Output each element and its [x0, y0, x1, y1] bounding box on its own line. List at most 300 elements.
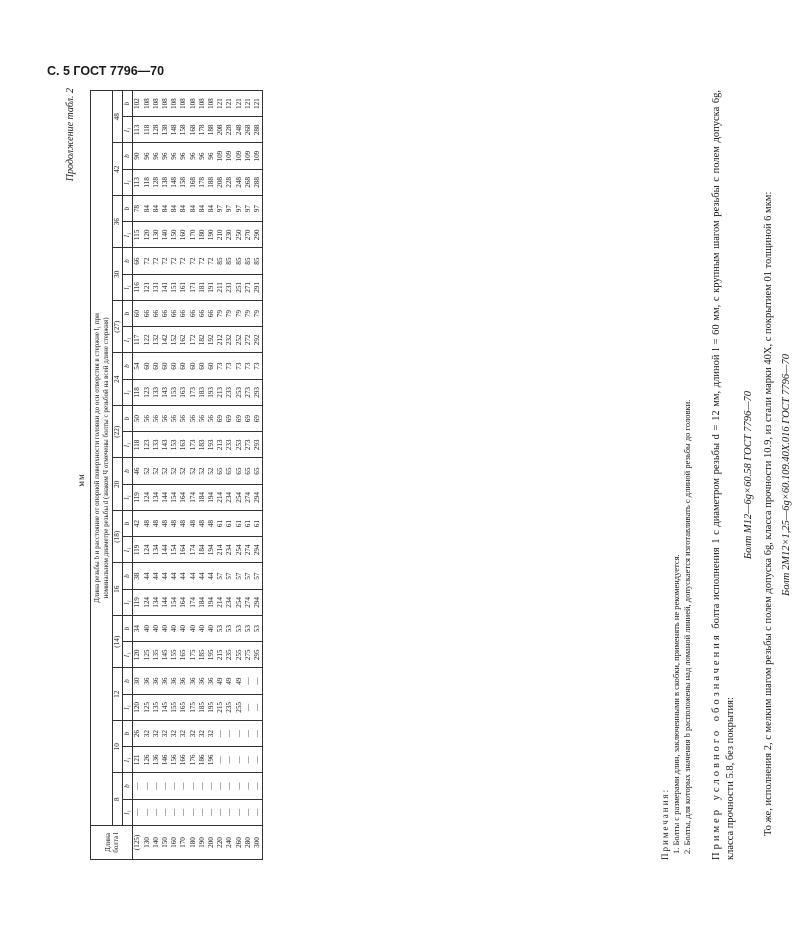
table-cell: 79	[235, 301, 244, 327]
table-cell: 60	[179, 353, 188, 379]
table-cell: —	[133, 799, 143, 825]
table-cell: 188	[207, 169, 216, 195]
table-cell: 148	[170, 117, 179, 143]
table-cell: 121	[253, 91, 263, 117]
table-cell: 56	[189, 406, 198, 432]
table-cell: 150	[170, 222, 179, 248]
table-cell: —	[225, 799, 234, 825]
table-cell: 32	[152, 721, 161, 747]
subheader-b: b	[123, 773, 133, 799]
table-cell: 84	[207, 196, 216, 222]
table-cell: 85	[244, 248, 253, 274]
table-cell: 52	[161, 458, 170, 484]
table-row	[161, 91, 170, 860]
table-cell: 72	[198, 248, 207, 274]
length-column-header: Длина болта l	[91, 826, 133, 860]
table-cell: 230	[225, 222, 234, 248]
table-cell: 121	[133, 747, 143, 773]
table-cell: 73	[244, 353, 253, 379]
table-cell: 69	[235, 406, 244, 432]
table-cell: 61	[216, 511, 225, 537]
table-cell: 210	[216, 222, 225, 248]
table-cell: 73	[253, 353, 263, 379]
subheader-l1: l₁	[123, 117, 133, 143]
table-cell: 144	[161, 484, 170, 510]
table-cell: 155	[170, 694, 179, 720]
table-cell: 142	[161, 327, 170, 353]
length-cell: 280	[244, 826, 253, 860]
table-cell: 124	[143, 589, 152, 615]
table-cell: —	[235, 721, 244, 747]
table-cell: 158	[179, 169, 188, 195]
subheader-row	[123, 91, 133, 860]
table-cell: 140	[161, 222, 170, 248]
table-cell: 215	[216, 642, 225, 668]
table-cell: —	[198, 799, 207, 825]
example-paragraph-1	[710, 90, 738, 860]
table-cell: 60	[170, 353, 179, 379]
table-cell: 84	[143, 196, 152, 222]
table-cell: 69	[225, 406, 234, 432]
table-cell: 36	[189, 668, 198, 694]
table-cell: 234	[225, 537, 234, 563]
table-cell: 194	[207, 589, 216, 615]
table-row	[235, 91, 244, 860]
table-cell: 188	[207, 117, 216, 143]
table-cell: 144	[161, 589, 170, 615]
table-cell: 44	[170, 563, 179, 589]
table-cell: 120	[133, 642, 143, 668]
table-cell: 79	[244, 301, 253, 327]
table-cell: 65	[253, 458, 263, 484]
table-cell: 44	[152, 563, 161, 589]
table-cell: 97	[235, 196, 244, 222]
table-cell: 123	[143, 379, 152, 405]
diameter-header: (18)	[113, 511, 123, 564]
table-cell: —	[225, 773, 234, 799]
subheader-b: b	[123, 143, 133, 169]
table-cell: 48	[207, 511, 216, 537]
table-cell: 73	[235, 353, 244, 379]
table-cell: 26	[133, 721, 143, 747]
table-cell: 132	[152, 327, 161, 353]
table-cell: —	[225, 721, 234, 747]
table-row	[189, 91, 198, 860]
table-cell: 48	[161, 511, 170, 537]
table-cell: 193	[207, 379, 216, 405]
table-cell: 143	[161, 432, 170, 458]
table-cell: 72	[161, 248, 170, 274]
table-cell: 268	[244, 117, 253, 143]
table-cell: 121	[143, 274, 152, 300]
table-cell: 108	[170, 91, 179, 117]
table-cell: 174	[189, 589, 198, 615]
table-cell: 144	[161, 537, 170, 563]
table-cell: 143	[161, 379, 170, 405]
table-row	[244, 91, 253, 860]
table-cell: 56	[198, 406, 207, 432]
table-cell: 118	[133, 379, 143, 405]
table-cell: 120	[133, 694, 143, 720]
table-cell: —	[253, 799, 263, 825]
subheader-b: b	[123, 616, 133, 642]
table-cell: 60	[143, 353, 152, 379]
table-cell: 228	[225, 169, 234, 195]
table-cell: 38	[133, 563, 143, 589]
table-cell: —	[170, 799, 179, 825]
designation-1: Болт М12—6g×60.58 ГОСТ 7796—70	[743, 390, 754, 560]
table-cell: 119	[133, 484, 143, 510]
table-cell: 44	[179, 563, 188, 589]
table-cell: —	[216, 747, 225, 773]
table-cell: 168	[189, 169, 198, 195]
table-cell: 173	[189, 432, 198, 458]
table-cell: —	[189, 799, 198, 825]
table-cell: 40	[152, 616, 161, 642]
table-cell: 138	[161, 117, 170, 143]
table-cell: 194	[207, 537, 216, 563]
table-cell: 215	[216, 694, 225, 720]
table-cell: 84	[189, 196, 198, 222]
table-cell: 96	[179, 143, 188, 169]
table-cell: 145	[161, 694, 170, 720]
table-cell: 275	[244, 642, 253, 668]
table-cell: 174	[189, 484, 198, 510]
table-row	[225, 91, 234, 860]
example-text-1: болта исполнения 1 с диаметром резьбы d = 12 мм, длиной l = 60 мм, с крупным шагом резьбы с полем допуска 6g, класса прочности 5.8, без покрытия:	[711, 90, 736, 860]
table-cell: 214	[216, 537, 225, 563]
table-cell: 61	[244, 511, 253, 537]
table-cell: 60	[198, 353, 207, 379]
table-cell: 126	[143, 747, 152, 773]
table-cell: 109	[235, 143, 244, 169]
table-cell: 52	[179, 458, 188, 484]
table-cell: 96	[161, 143, 170, 169]
subheader-b: b	[123, 248, 133, 274]
subheader-b: b	[123, 301, 133, 327]
subheader-b: b	[123, 511, 133, 537]
table-cell: 172	[189, 327, 198, 353]
table-cell: 164	[179, 589, 188, 615]
table-cell: 274	[244, 537, 253, 563]
table-cell: 235	[225, 642, 234, 668]
table-cell: 48	[143, 511, 152, 537]
table-cell: 72	[179, 248, 188, 274]
table-cell: 56	[170, 406, 179, 432]
table-cell: 274	[244, 589, 253, 615]
table-cell: 60	[207, 353, 216, 379]
table-cell: 119	[133, 537, 143, 563]
length-cell: 200	[207, 826, 216, 860]
table-cell: 171	[189, 274, 198, 300]
table-cell: —	[161, 773, 170, 799]
table-cell: 65	[235, 458, 244, 484]
table-row	[179, 91, 188, 860]
table-cell: 66	[143, 301, 152, 327]
table-row	[170, 91, 179, 860]
length-cell: 220	[216, 826, 225, 860]
table-cell: 60	[152, 353, 161, 379]
table-cell: 228	[225, 117, 234, 143]
table-cell: 152	[170, 327, 179, 353]
table-cell: 102	[133, 91, 143, 117]
table-cell: 96	[189, 143, 198, 169]
table-cell: 124	[143, 484, 152, 510]
table-cell: —	[253, 747, 263, 773]
table-cell: 49	[225, 668, 234, 694]
length-cell: 150	[161, 826, 170, 860]
table-cell: 124	[143, 537, 152, 563]
table-cell: 119	[133, 589, 143, 615]
table-cell: 178	[198, 169, 207, 195]
table-cell: 32	[189, 721, 198, 747]
table-cell: 66	[179, 301, 188, 327]
table-cell: 194	[207, 484, 216, 510]
table-cell: 48	[198, 511, 207, 537]
table-cell: 294	[253, 589, 263, 615]
table-cell: 54	[133, 353, 143, 379]
table-cell: 248	[235, 117, 244, 143]
table-cell: 42	[133, 511, 143, 537]
table-cell: 69	[244, 406, 253, 432]
table-cell: 57	[235, 563, 244, 589]
table-cell: 65	[244, 458, 253, 484]
table-cell: 56	[179, 406, 188, 432]
page-header: С. 5 ГОСТ 7796—70	[47, 64, 165, 78]
table-cell: —	[244, 747, 253, 773]
notes-block	[660, 90, 693, 860]
table-cell: 84	[152, 196, 161, 222]
table-cell: 96	[152, 143, 161, 169]
table-cell: 136	[152, 747, 161, 773]
table-cell: 233	[225, 432, 234, 458]
diameter-header: 12	[113, 668, 123, 721]
table-cell: 79	[253, 301, 263, 327]
table-cell: 44	[207, 563, 216, 589]
table-cell: —	[216, 721, 225, 747]
length-cell: (125)	[133, 826, 143, 860]
table-cell: 72	[170, 248, 179, 274]
table-cell: 273	[244, 379, 253, 405]
table-cell: 72	[152, 248, 161, 274]
table-cell: 72	[143, 248, 152, 274]
table-cell: 133	[152, 432, 161, 458]
diameter-header: 48	[113, 91, 123, 144]
table-cell: 78	[133, 196, 143, 222]
table-row	[133, 91, 143, 860]
table-cell: 270	[244, 222, 253, 248]
rotated-content	[65, 80, 792, 880]
example-lead: Пример условного обозначения	[711, 632, 722, 860]
length-cell: 180	[189, 826, 198, 860]
table-cell: 175	[189, 694, 198, 720]
table-cell: 274	[244, 484, 253, 510]
table-cell: 56	[161, 406, 170, 432]
table-row	[198, 91, 207, 860]
table-cell: —	[133, 773, 143, 799]
table-cell: 65	[225, 458, 234, 484]
table-cell: 185	[198, 694, 207, 720]
table-cell: 40	[170, 616, 179, 642]
table-cell: 53	[216, 616, 225, 642]
table-cell: 135	[152, 642, 161, 668]
example-text-2: То же, исполнения 2, с мелким шагом резьбы с полем допуска 6g, класса прочности 10.9, из стали марки 40Х, с покрытием 01 толщиной 6 мкм:	[763, 191, 774, 836]
table-cell: 160	[179, 222, 188, 248]
table-cell: 212	[216, 327, 225, 353]
table-cell: 252	[235, 327, 244, 353]
table-cell: 72	[207, 248, 216, 274]
table-cell: 184	[198, 537, 207, 563]
table-cell: 96	[207, 143, 216, 169]
table-cell: 120	[143, 222, 152, 248]
table-cell: 30	[133, 668, 143, 694]
table-cell: 184	[198, 484, 207, 510]
table-cell: 130	[152, 222, 161, 248]
length-cell: 300	[253, 826, 263, 860]
table-cell: 165	[179, 642, 188, 668]
table-cell: 52	[152, 458, 161, 484]
table-cell: 53	[253, 616, 263, 642]
table-cell: 61	[235, 511, 244, 537]
table-cell: 53	[225, 616, 234, 642]
table-cell: 185	[198, 642, 207, 668]
subheader-l1: l₁	[123, 274, 133, 300]
table-cell: 32	[161, 721, 170, 747]
table-cell: —	[253, 668, 263, 694]
table-cell: 48	[179, 511, 188, 537]
table-cell: —	[244, 668, 253, 694]
table-cell: —	[216, 773, 225, 799]
unit-label: мм	[76, 473, 86, 487]
table-cell: 48	[170, 511, 179, 537]
table-cell: 96	[143, 143, 152, 169]
designation-example	[710, 90, 800, 860]
table-cell: 108	[189, 91, 198, 117]
table-cell: 57	[216, 563, 225, 589]
table-cell: —	[235, 747, 244, 773]
table-cell: 32	[198, 721, 207, 747]
table-cell: —	[161, 799, 170, 825]
table-cell: 40	[179, 616, 188, 642]
table-cell: 272	[244, 327, 253, 353]
subheader-l1: l₁	[123, 799, 133, 825]
table-cell: 213	[216, 379, 225, 405]
table-cell: 48	[189, 511, 198, 537]
table-cell: 109	[244, 143, 253, 169]
subheader-l1: l₁	[123, 327, 133, 353]
table-cell: 66	[189, 301, 198, 327]
diameter-header: 20	[113, 458, 123, 511]
table-cell: 121	[235, 91, 244, 117]
table-cell: 56	[207, 406, 216, 432]
description-header	[91, 91, 113, 826]
table-cell: 255	[235, 642, 244, 668]
table-cell: 36	[207, 668, 216, 694]
length-cell: 190	[198, 826, 207, 860]
diameter-header: 8	[113, 773, 123, 826]
table-cell: 273	[244, 432, 253, 458]
table-cell: 180	[198, 222, 207, 248]
table-cell: 52	[207, 458, 216, 484]
table-cell: 40	[143, 616, 152, 642]
table-cell: 36	[179, 668, 188, 694]
table-cell: 34	[133, 616, 143, 642]
table-cell: —	[179, 799, 188, 825]
table-cell: 190	[207, 222, 216, 248]
table-cell: 195	[207, 642, 216, 668]
table-cell: 253	[235, 432, 244, 458]
length-cell: 240	[225, 826, 234, 860]
table-cell: 85	[225, 248, 234, 274]
table-cell: 79	[216, 301, 225, 327]
length-cell: 160	[170, 826, 179, 860]
table-cell: 166	[179, 747, 188, 773]
diameter-header: 24	[113, 353, 123, 406]
table-cell: 138	[161, 169, 170, 195]
table-cell: 193	[207, 432, 216, 458]
table-cell: 176	[189, 747, 198, 773]
table-cell: 66	[133, 248, 143, 274]
table-cell: 153	[170, 432, 179, 458]
table-cell: 181	[198, 274, 207, 300]
table-cell: 253	[235, 379, 244, 405]
table-cell: 32	[170, 721, 179, 747]
table-cell: 50	[133, 406, 143, 432]
table-cell: 66	[198, 301, 207, 327]
table-cell: 97	[244, 196, 253, 222]
subheader-b: b	[123, 668, 133, 694]
table-cell: 290	[253, 222, 263, 248]
table-cell: —	[244, 773, 253, 799]
table-cell: 66	[152, 301, 161, 327]
table-cell: 154	[170, 537, 179, 563]
table-cell: 155	[170, 642, 179, 668]
table-cell: 61	[225, 511, 234, 537]
table-cell: 183	[198, 432, 207, 458]
table-cell: —	[244, 799, 253, 825]
table-cell: 118	[143, 169, 152, 195]
subheader-l1: l₁	[123, 694, 133, 720]
subheader-l1: l₁	[123, 747, 133, 773]
table-cell: 161	[179, 274, 188, 300]
table-cell: 234	[225, 484, 234, 510]
table-cell: 52	[189, 458, 198, 484]
table-cell: 233	[225, 379, 234, 405]
table-cell: 121	[216, 91, 225, 117]
table-cell: 72	[189, 248, 198, 274]
table-row	[253, 91, 263, 860]
table-cell: 234	[225, 589, 234, 615]
table-cell: 56	[143, 406, 152, 432]
length-cell: 130	[143, 826, 152, 860]
subheader-b: b	[123, 91, 133, 117]
subheader-l1: l₁	[123, 537, 133, 563]
table-cell: 69	[216, 406, 225, 432]
table-cell: 108	[143, 91, 152, 117]
diameter-header-row	[113, 91, 123, 860]
table-cell: 268	[244, 169, 253, 195]
table-cell: 235	[225, 694, 234, 720]
table-cell: 148	[170, 169, 179, 195]
length-cell: 170	[179, 826, 188, 860]
table-cell: 84	[161, 196, 170, 222]
table-row	[152, 91, 161, 860]
table-cell: 174	[189, 537, 198, 563]
table-cell: 36	[152, 668, 161, 694]
notes-title: Примечания:	[660, 787, 670, 860]
table-cell: 60	[133, 301, 143, 327]
table-cell: 134	[152, 589, 161, 615]
